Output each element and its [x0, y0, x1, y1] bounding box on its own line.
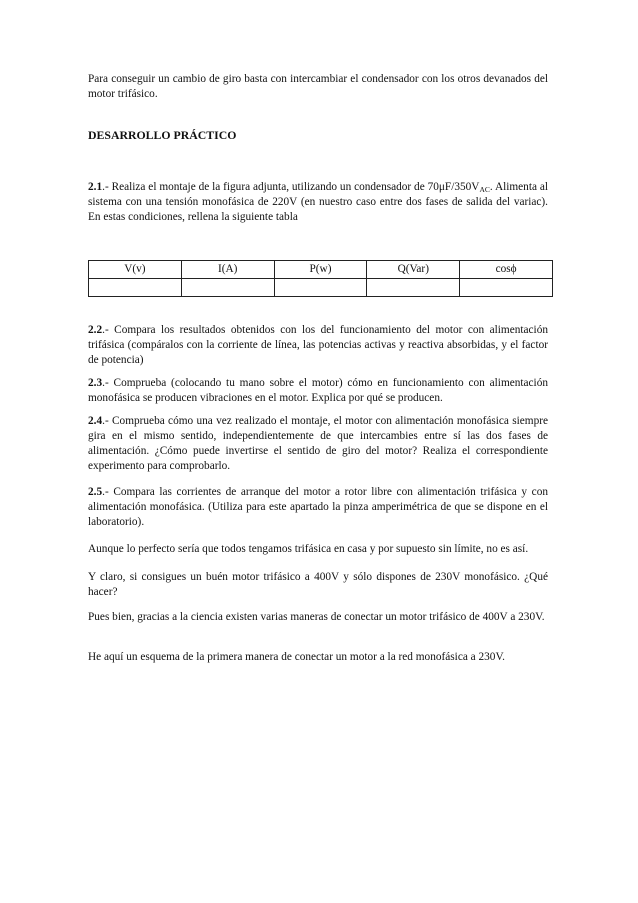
section-text: .- Compara las corrientes de arranque del motor a rotor libre con alimentación trifásica y con alimentación monofásica. (Utiliza para este apartado la pinza amperimétrica de que se dispone en el laboratorio). — [88, 486, 548, 528]
measurement-table — [88, 260, 553, 297]
column-header: V(v) — [89, 261, 182, 279]
paragraph: Pues bien, gracias a la ciencia existen varias maneras de conectar un motor trifásico de 400V a 230V. — [88, 611, 545, 623]
column-header: P(w) — [274, 261, 367, 279]
paragraph: He aquí un esquema de la primera manera de conectar un motor a la red monofásica a 230V. — [88, 651, 505, 663]
section-text: .- Comprueba cómo una vez realizado el montaje, el motor con alimentación monofásica siempre gira en el mismo sentido, independientemente de que intercambies entre sí las dos fases de alimentación. ¿Cómo puede invertirse el sentido de giro del motor? Realiza el correspondiente experimento para comprobarlo. — [88, 415, 548, 472]
section-2-3 — [88, 376, 548, 406]
table-cell[interactable] — [460, 279, 553, 297]
column-header: Q(Var) — [367, 261, 460, 279]
section-number: 2.5 — [88, 486, 103, 498]
subscript-ac: AC — [479, 185, 490, 194]
section-number: 2.1 — [88, 181, 103, 193]
table-cell[interactable] — [181, 279, 274, 297]
table-header-row — [89, 261, 553, 279]
section-2-4 — [88, 414, 548, 474]
table-cell[interactable] — [367, 279, 460, 297]
table-row — [89, 279, 553, 297]
paragraph: Aunque lo perfecto sería que todos tengamos trifásica en casa y por supuesto sin límite, no es así. — [88, 543, 529, 555]
section-text: .- Realiza el montaje de la figura adjunta, utilizando un condensador de 70μF/350V — [102, 181, 480, 193]
intro-paragraph: Para conseguir un cambio de giro basta con intercambiar el condensador con los otros devanados del motor trifásico. — [88, 73, 548, 100]
column-header: cosϕ — [460, 261, 553, 279]
section-2-5 — [88, 485, 548, 530]
table-cell[interactable] — [89, 279, 182, 297]
section-2-2 — [88, 323, 548, 368]
column-header: I(A) — [181, 261, 274, 279]
table-cell[interactable] — [274, 279, 367, 297]
section-text: .- Comprueba (colocando tu mano sobre el motor) cómo en funcionamiento con alimentación monofásica se producen vibraciones en el motor. Explica por qué se producen. — [88, 377, 548, 404]
section-number: 2.2 — [88, 324, 103, 336]
paragraph: Y claro, si consigues un buén motor trifásico a 400V y sólo dispones de 230V monofásico. ¿Qué hacer? — [88, 571, 548, 598]
section-number: 2.3 — [88, 377, 103, 389]
section-text-cont: . Alimenta al sistema con una tensión monofásica de 220V (en nuestro caso entre dos fases de salida del variac). En estas condiciones, rellena la siguiente tabla — [88, 181, 548, 223]
section-heading: DESARROLLO PRÁCTICO — [88, 128, 237, 142]
section-2-1 — [88, 180, 548, 225]
section-number: 2.4 — [88, 415, 103, 427]
section-text: .- Compara los resultados obtenidos con los del funcionamiento del motor con alimentación trifásica (compáralos con la corriente de línea, las potencias activas y reactiva absorbidas, y el factor de potencia) — [88, 324, 548, 366]
